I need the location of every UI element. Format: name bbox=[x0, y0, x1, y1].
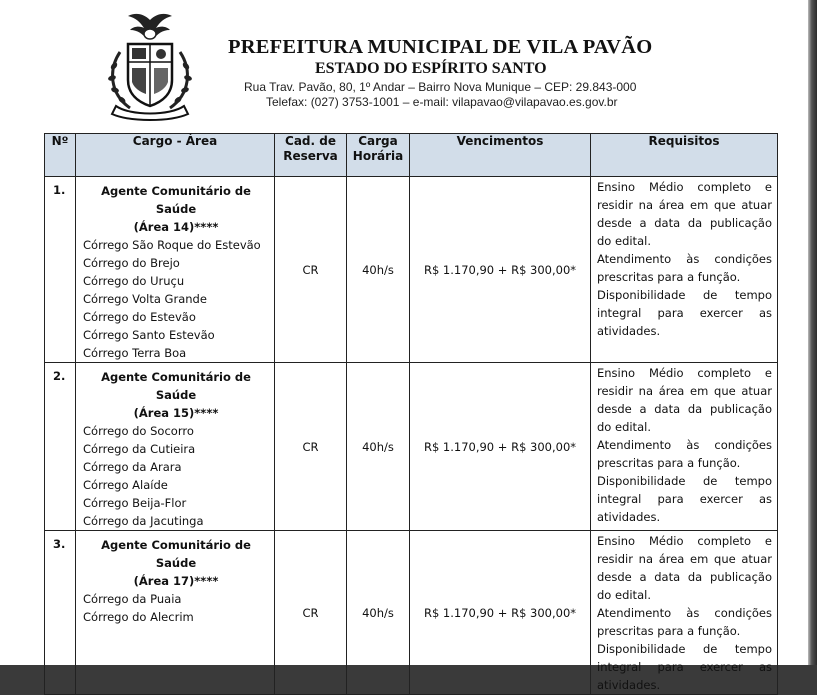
location-item: Córrego Volta Grande bbox=[83, 292, 207, 306]
location-item: Córrego da Cutieira bbox=[83, 442, 196, 456]
requisitos-cell bbox=[591, 363, 778, 531]
cargo-title: Agente Comunitário de Saúde bbox=[101, 370, 251, 402]
cadastro-reserva-cell: CR bbox=[275, 177, 347, 363]
header-requisitos: Requisitos bbox=[591, 134, 778, 177]
requisitos-line: Ensino Médio completo e bbox=[597, 534, 772, 548]
header-vencimentos: Vencimentos bbox=[410, 134, 591, 177]
requisitos-line: atividades. bbox=[597, 678, 661, 692]
location-item: Córrego do Brejo bbox=[83, 256, 180, 270]
location-item: Córrego do Estevão bbox=[83, 310, 196, 324]
header-cargo: Cargo - Área bbox=[76, 134, 275, 177]
requisitos-line: Ensino Médio completo e bbox=[597, 180, 772, 194]
cadastro-reserva-cell: CR bbox=[275, 363, 347, 531]
cargo-area: (Área 17)**** bbox=[133, 574, 219, 588]
cargo-cell bbox=[76, 531, 275, 695]
header-carga-line2: Horária bbox=[352, 149, 404, 163]
requisitos-line: prescritas para a função. bbox=[597, 624, 741, 638]
vencimentos-cell: R$ 1.170,90 + R$ 300,00* bbox=[410, 363, 591, 531]
carga-horaria-cell: 40h/s bbox=[347, 531, 410, 695]
requisitos-line: desde a data da publicação bbox=[597, 402, 772, 416]
requisitos-line: do edital. bbox=[597, 234, 651, 248]
requisitos-line: desde a data da publicação bbox=[597, 570, 772, 584]
location-item: Córrego do Socorro bbox=[83, 424, 194, 438]
requisitos-line: Disponibilidade de tempo bbox=[597, 642, 772, 656]
requisitos-line: prescritas para a função. bbox=[597, 270, 741, 284]
requisitos-line: Ensino Médio completo e bbox=[597, 366, 772, 380]
location-item: Córrego Santo Estevão bbox=[83, 328, 215, 342]
requisitos-line: prescritas para a função. bbox=[597, 456, 741, 470]
requisitos-line: integral para exercer as bbox=[597, 306, 772, 320]
header-carga bbox=[347, 134, 410, 177]
requisitos-line: Disponibilidade de tempo bbox=[597, 288, 772, 302]
location-item: Córrego da Puaia bbox=[83, 592, 182, 606]
requisitos-line: integral para exercer as bbox=[597, 660, 772, 674]
table-header-row bbox=[45, 134, 778, 177]
requisitos-line: residir na área em que atuar bbox=[597, 384, 772, 398]
carga-horaria-cell: 40h/s bbox=[347, 363, 410, 531]
requisitos-line: atividades. bbox=[597, 324, 661, 338]
row-number: 2. bbox=[45, 363, 76, 531]
cargo-area: (Área 14)**** bbox=[133, 220, 219, 234]
table-row bbox=[45, 363, 778, 531]
row-number: 1. bbox=[45, 177, 76, 363]
window-edge bbox=[808, 0, 817, 665]
row-number: 3. bbox=[45, 531, 76, 695]
cargo-cell bbox=[76, 177, 275, 363]
carga-horaria-cell: 40h/s bbox=[347, 177, 410, 363]
cargo-title: Agente Comunitário de Saúde bbox=[101, 538, 251, 570]
page-subtitle: ESTADO DO ESPÍRITO SANTO bbox=[315, 60, 547, 77]
requisitos-line: do edital. bbox=[597, 588, 651, 602]
vencimentos-cell: R$ 1.170,90 + R$ 300,00* bbox=[410, 177, 591, 363]
table-row bbox=[45, 531, 778, 695]
requisitos-line: residir na área em que atuar bbox=[597, 198, 772, 212]
location-item: Córrego da Jacutinga bbox=[83, 514, 204, 528]
requisitos-line: do edital. bbox=[597, 420, 651, 434]
requisitos-line: Disponibilidade de tempo bbox=[597, 474, 772, 488]
requisitos-line: Atendimento às condições bbox=[597, 438, 772, 452]
header-cadastro-line2: Reserva bbox=[283, 149, 338, 163]
page-title: PREFEITURA MUNICIPAL DE VILA PAVÃO bbox=[228, 36, 653, 58]
requisitos-cell bbox=[591, 177, 778, 363]
location-item: Córrego Beija-Flor bbox=[83, 496, 187, 510]
location-item: Córrego do Uruçu bbox=[83, 274, 185, 288]
requisitos-line: Atendimento às condições bbox=[597, 606, 772, 620]
requisitos-line: atividades. bbox=[597, 510, 661, 524]
location-item: Córrego São Roque do Estevão bbox=[83, 238, 261, 252]
requisitos-line: residir na área em que atuar bbox=[597, 552, 772, 566]
cadastro-reserva-cell: CR bbox=[275, 531, 347, 695]
vencimentos-cell: R$ 1.170,90 + R$ 300,00* bbox=[410, 531, 591, 695]
cargo-area: (Área 15)**** bbox=[133, 406, 219, 420]
requisitos-line: Atendimento às condições bbox=[597, 252, 772, 266]
requisitos-cell bbox=[591, 531, 778, 695]
location-item: Córrego Terra Boa bbox=[83, 346, 187, 360]
positions-table bbox=[44, 133, 778, 695]
cargo-title: Agente Comunitário de Saúde bbox=[101, 184, 251, 216]
cargo-cell bbox=[76, 363, 275, 531]
requisitos-line: integral para exercer as bbox=[597, 492, 772, 506]
header-cadastro-line1: Cad. de bbox=[285, 134, 336, 148]
contact-line: Telefax: (027) 3753-1001 – e-mail: vilapavao@vilapavao.es.gov.br bbox=[266, 95, 618, 109]
header-carga-line1: Carga bbox=[358, 134, 398, 148]
location-item: Córrego da Arara bbox=[83, 460, 182, 474]
header-num: Nº bbox=[45, 134, 76, 177]
municipal-coat-of-arms-icon bbox=[100, 10, 200, 122]
header-cadastro bbox=[275, 134, 347, 177]
location-item: Córrego do Alecrim bbox=[83, 610, 194, 624]
location-item: Córrego Alaíde bbox=[83, 478, 168, 492]
requisitos-line: desde a data da publicação bbox=[597, 216, 772, 230]
table-row bbox=[45, 177, 778, 363]
address-line: Rua Trav. Pavão, 80, 1º Andar – Bairro Nova Munique – CEP: 29.843-000 bbox=[244, 80, 637, 94]
